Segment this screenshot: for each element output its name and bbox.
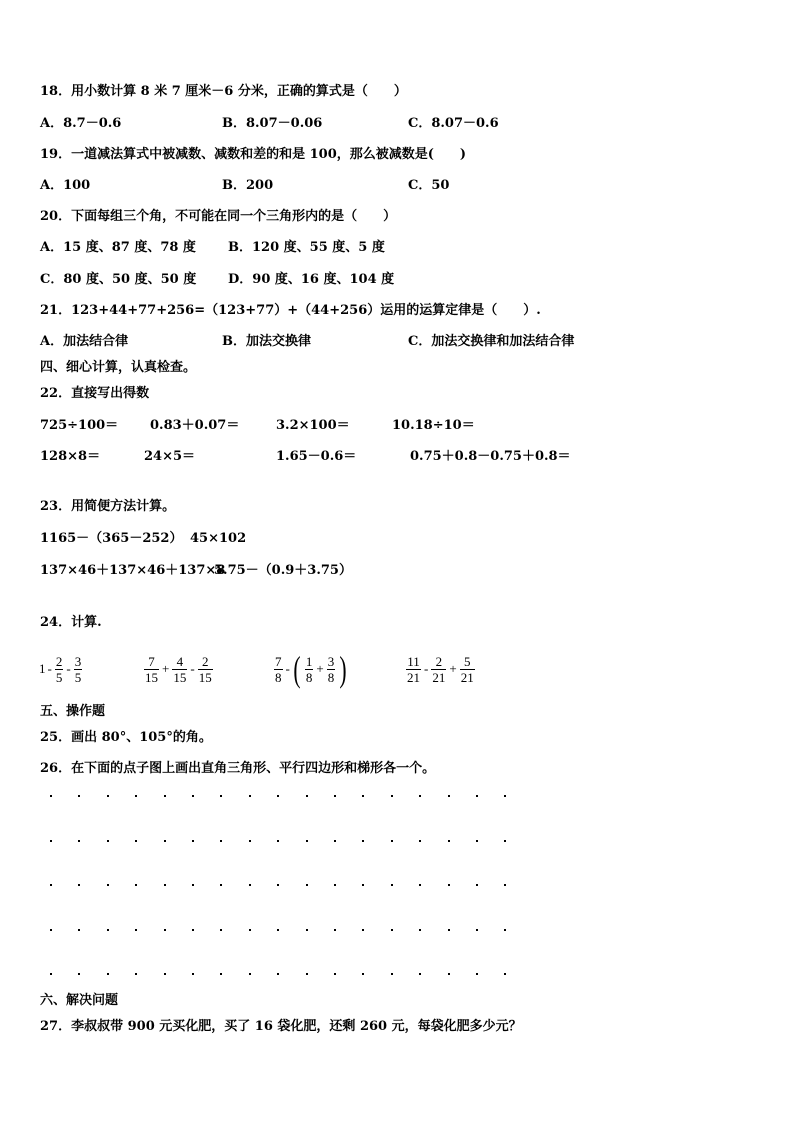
grid-dot[interactable] (192, 973, 194, 975)
grid-dot[interactable] (277, 795, 279, 797)
grid-dot[interactable] (448, 840, 450, 842)
grid-dot[interactable] (419, 929, 421, 931)
section-4-heading: 四、细心计算，认真检查。 (40, 360, 197, 375)
q22-item: 725÷100＝ (40, 418, 119, 433)
q21-option-b: B．加法交换律 (222, 334, 311, 349)
operator: - (190, 661, 195, 676)
grid-dot[interactable] (391, 973, 393, 975)
grid-dot[interactable] (50, 795, 52, 797)
operator: - (66, 661, 71, 676)
grid-dot[interactable] (78, 840, 80, 842)
grid-dot[interactable] (277, 884, 279, 886)
grid-dot[interactable] (334, 840, 336, 842)
grid-dot[interactable] (448, 973, 450, 975)
grid-dot[interactable] (419, 973, 421, 975)
grid-dot[interactable] (504, 973, 506, 975)
grid-dot[interactable] (220, 884, 222, 886)
grid-dot[interactable] (164, 840, 166, 842)
grid-dot[interactable] (249, 929, 251, 931)
grid-dot[interactable] (220, 840, 222, 842)
grid-dot[interactable] (135, 795, 137, 797)
q22-stem: 22．直接写出得数 (40, 386, 150, 401)
grid-dot[interactable] (476, 795, 478, 797)
grid-dot[interactable] (249, 795, 251, 797)
q20-stem: 20．下面每组三个角，不可能在同一个三角形内的是（ ） (40, 209, 397, 224)
grid-dot[interactable] (362, 795, 364, 797)
grid-dot[interactable] (476, 884, 478, 886)
whole-number: 1 (39, 661, 46, 676)
q24-expression-3 (272, 649, 349, 689)
q23-item: 5.75－（0.9＋3.75） (214, 563, 352, 578)
grid-dot[interactable] (391, 929, 393, 931)
grid-dot[interactable] (362, 884, 364, 886)
grid-dot[interactable] (306, 929, 308, 931)
grid-dot[interactable] (220, 973, 222, 975)
grid-dot[interactable] (448, 884, 450, 886)
fraction: $\frac{5}{21}$ (460, 653, 474, 685)
q23-item: 137×46＋137×46＋137×8 (40, 563, 226, 578)
q23-stem: 23．用简便方法计算。 (40, 499, 176, 514)
operator: - (47, 661, 52, 676)
q22-item: 0.83＋0.07＝ (150, 418, 240, 433)
grid-dot[interactable] (107, 973, 109, 975)
q19-option-b: B．200 (222, 178, 274, 193)
q21-option-c: C．加法交换律和加法结合律 (408, 334, 575, 349)
grid-dot[interactable] (50, 840, 52, 842)
grid-dot[interactable] (448, 795, 450, 797)
q24-expression-1 (38, 649, 84, 689)
q21-stem: 21．123+44+77+256=（123+77）+（44+256）运用的运算定律是（ ）. (40, 303, 541, 318)
grid-dot[interactable] (362, 973, 364, 975)
grid-dot[interactable] (192, 840, 194, 842)
section-5-heading: 五、操作题 (40, 704, 106, 719)
q22-item: 3.2×100＝ (276, 418, 350, 433)
fraction: $\frac{11}{21}$ (407, 653, 420, 685)
grid-dot[interactable] (391, 840, 393, 842)
grid-dot[interactable] (419, 795, 421, 797)
grid-dot[interactable] (476, 840, 478, 842)
grid-dot[interactable] (78, 795, 80, 797)
grid-dot[interactable] (504, 929, 506, 931)
q18-option-a: A．8.7－0.6 (40, 116, 122, 131)
grid-dot[interactable] (107, 884, 109, 886)
q22-item: 1.65－0.6＝ (276, 449, 357, 464)
right-parenthesis: ) (339, 649, 347, 689)
grid-dot[interactable] (391, 795, 393, 797)
q18-stem: 18．用小数计算 8 米 7 厘米－6 分米，正确的算式是（ ） (40, 84, 407, 99)
grid-dot[interactable] (334, 973, 336, 975)
q25-stem: 25．画出 80°、105°的角。 (40, 730, 212, 745)
fraction: $\frac{3}{8}$ (327, 653, 335, 685)
q24-expression-4 (404, 649, 477, 689)
grid-dot[interactable] (164, 973, 166, 975)
q20-option-d: D．90 度、16 度、104 度 (228, 272, 395, 287)
left-parenthesis: ( (293, 649, 301, 689)
operator: - (424, 661, 429, 676)
q21-option-a: A．加法结合律 (40, 334, 129, 349)
grid-dot[interactable] (306, 840, 308, 842)
grid-dot[interactable] (419, 840, 421, 842)
grid-dot[interactable] (391, 884, 393, 886)
section-6-heading: 六、解决问题 (40, 993, 119, 1008)
grid-dot[interactable] (107, 840, 109, 842)
grid-dot[interactable] (107, 929, 109, 931)
grid-dot[interactable] (164, 884, 166, 886)
q22-item: 24×5＝ (144, 449, 196, 464)
grid-dot[interactable] (192, 929, 194, 931)
q24-expression-2 (142, 649, 215, 689)
q18-option-c: C．8.07－0.6 (408, 116, 499, 131)
grid-dot[interactable] (50, 929, 52, 931)
grid-dot[interactable] (448, 929, 450, 931)
fraction: $\frac{1}{8}$ (305, 653, 313, 685)
grid-dot[interactable] (192, 884, 194, 886)
grid-dot[interactable] (504, 795, 506, 797)
grid-dot[interactable] (504, 884, 506, 886)
operator: - (285, 661, 290, 676)
grid-dot[interactable] (78, 929, 80, 931)
q26-stem: 26．在下面的点子图上画出直角三角形、平行四边形和梯形各一个。 (40, 761, 436, 776)
fraction: $\frac{3}{5}$ (74, 653, 82, 685)
grid-dot[interactable] (107, 795, 109, 797)
grid-dot[interactable] (277, 929, 279, 931)
fraction: $\frac{2}{21}$ (432, 653, 446, 685)
grid-dot[interactable] (50, 973, 52, 975)
fraction: $\frac{2}{5}$ (55, 653, 63, 685)
q19-option-a: A．100 (40, 178, 91, 193)
grid-dot[interactable] (78, 973, 80, 975)
grid-dot[interactable] (50, 884, 52, 886)
grid-dot[interactable] (277, 840, 279, 842)
q20-option-b: B．120 度、55 度、5 度 (228, 240, 385, 255)
grid-dot[interactable] (78, 884, 80, 886)
q19-stem: 19．一道减法算式中被减数、减数和差的和是 100，那么被减数是( ) (40, 147, 467, 162)
operator: + (449, 661, 457, 676)
grid-dot[interactable] (306, 884, 308, 886)
q22-item: 10.18÷10＝ (392, 418, 475, 433)
fraction: $\frac{4}{15}$ (173, 653, 187, 685)
grid-dot[interactable] (135, 884, 137, 886)
grid-dot[interactable] (476, 929, 478, 931)
grid-dot[interactable] (306, 795, 308, 797)
q19-option-c: C．50 (408, 178, 450, 193)
grid-dot[interactable] (220, 929, 222, 931)
grid-dot[interactable] (306, 973, 308, 975)
grid-dot[interactable] (135, 973, 137, 975)
grid-dot[interactable] (220, 795, 222, 797)
grid-dot[interactable] (135, 840, 137, 842)
grid-dot[interactable] (164, 929, 166, 931)
grid-dot[interactable] (249, 884, 251, 886)
grid-dot[interactable] (504, 840, 506, 842)
grid-dot[interactable] (334, 929, 336, 931)
grid-dot[interactable] (334, 884, 336, 886)
grid-dot[interactable] (135, 929, 137, 931)
grid-dot[interactable] (249, 840, 251, 842)
q20-option-c: C．80 度、50 度、50 度 (40, 272, 197, 287)
q20-option-a: A．15 度、87 度、78 度 (40, 240, 196, 255)
grid-dot[interactable] (362, 929, 364, 931)
q18-option-b: B．8.07－0.06 (222, 116, 323, 131)
q22-item: 128×8＝ (40, 449, 101, 464)
fraction: $\frac{7}{8}$ (275, 653, 282, 685)
grid-dot[interactable] (419, 884, 421, 886)
q24-stem: 24．计算. (40, 615, 102, 630)
q23-item: 1165－（365－252） (40, 531, 183, 546)
grid-dot[interactable] (362, 840, 364, 842)
grid-dot[interactable] (192, 795, 194, 797)
q27-stem: 27．李叔叔带 900 元买化肥，买了 16 袋化肥，还剩 260 元，每袋化肥多少元？ (40, 1019, 522, 1034)
grid-dot[interactable] (249, 973, 251, 975)
grid-dot[interactable] (334, 795, 336, 797)
q22-item: 0.75＋0.8－0.75＋0.8＝ (410, 449, 571, 464)
q23-item: 45×102 (190, 531, 247, 546)
operator: + (316, 661, 324, 676)
fraction: $\frac{2}{15}$ (198, 653, 212, 685)
dot-grid[interactable] (40, 787, 520, 977)
fraction: $\frac{7}{15}$ (145, 653, 158, 685)
grid-dot[interactable] (476, 973, 478, 975)
grid-dot[interactable] (277, 973, 279, 975)
grid-dot[interactable] (164, 795, 166, 797)
operator: + (162, 661, 170, 676)
